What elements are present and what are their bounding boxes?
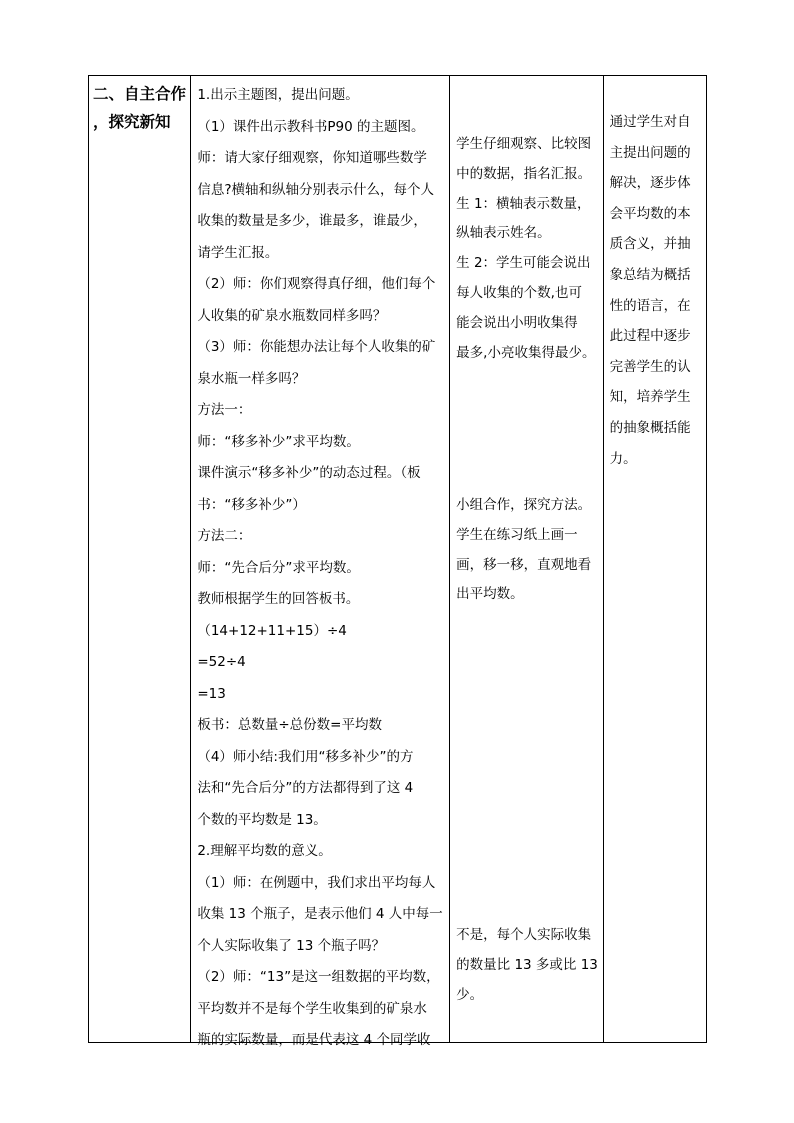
student-activity-cell <box>450 76 603 1043</box>
teacher-activity-line: （2）师：“13”是这一组数据的平均数， <box>197 969 440 985</box>
student-activity-line: 出平均数。 <box>456 586 524 603</box>
teacher-activity-line: 板书：总数量÷总份数=平均数 <box>197 717 382 733</box>
design-intent-line: 完善学生的认 <box>609 358 691 375</box>
design-intent-line: 知，培养学生 <box>609 389 691 406</box>
student-activity-line: 学生仔细观察、比较图 <box>456 136 592 152</box>
student-activity-line: 每人收集的个数,也可 <box>456 284 582 301</box>
design-intent-line: 象总结为概括 <box>609 266 691 283</box>
design-intent-text <box>610 107 704 474</box>
teacher-activity-text <box>197 80 447 1057</box>
design-intent-line: 此过程中逐步 <box>609 328 691 345</box>
teacher-activity-line: 师：“移多补少”求平均数。 <box>197 433 360 450</box>
lesson-plan-table <box>88 75 707 1048</box>
design-intent-line: 力。 <box>609 450 637 467</box>
teacher-activity-line: =52÷4 <box>197 654 246 670</box>
teacher-activity-line: 师：请大家仔细观察，你知道哪些数学 <box>197 150 427 166</box>
teacher-activity-line: 瓶的实际数量，而是代表这 4 个同学收 <box>197 1032 431 1048</box>
stage-title <box>93 80 189 136</box>
student-activity-line: 小组合作，探究方法。 <box>456 497 592 513</box>
teacher-activity-line: 师：“先合后分”求平均数。 <box>197 559 360 576</box>
teacher-activity-line: （14+12+11+15）÷4 <box>197 622 347 639</box>
teacher-activity-line: 人收集的矿泉水瓶数同样多吗？ <box>197 307 387 324</box>
table-row <box>89 76 707 1043</box>
student-activity-line: 纵轴表示姓名。 <box>456 225 551 242</box>
design-intent-cell <box>603 76 706 1043</box>
design-intent-line: 解决，逐步体 <box>609 175 691 192</box>
design-intent-line: 质含义，并抽 <box>609 236 691 253</box>
teacher-activity-line: =13 <box>197 685 226 702</box>
teacher-activity-line: 收集 13 个瓶子，是表示他们 4 人中每一 <box>197 906 443 922</box>
student-activity-line: 生 2：学生可能会说出 <box>456 255 591 272</box>
teacher-activity-line: 泉水瓶一样多吗？ <box>197 370 306 387</box>
teacher-activity-cell <box>191 76 450 1048</box>
student-activity-line: 中的数据，指名汇报。 <box>456 165 592 182</box>
teacher-activity-line: 个数的平均数是 13。 <box>197 811 327 828</box>
teacher-activity-line: 课件演示“移多补少”的动态过程。（板 <box>197 465 421 481</box>
student-activity-line: 学生在练习纸上画一 <box>456 526 578 543</box>
student-activity-group-2 <box>456 491 602 610</box>
teacher-activity-line: （3）师：你能想办法让每个人收集的矿 <box>197 339 436 355</box>
teacher-activity-line: 书：“移多补少”） <box>197 496 306 513</box>
student-activity-group-1 <box>456 130 602 368</box>
teacher-activity-line: 1.出示主题图，提出问题。 <box>197 87 359 103</box>
student-activity-line: 最多,小亮收集得最少。 <box>456 344 596 361</box>
stage-cell <box>89 76 191 1043</box>
teacher-activity-line: 方法二： <box>197 528 252 544</box>
stage-title-line: 二、自主合作 <box>93 85 187 103</box>
student-activity-line: 生 1：横轴表示数量， <box>456 195 591 212</box>
teacher-activity-line: 个人实际收集了 13 个瓶子吗？ <box>197 937 386 954</box>
teacher-activity-line: （1）师：在例题中，我们求出平均每人 <box>197 874 436 891</box>
teacher-activity-line: （4）师小结:我们用“移多补少”的方 <box>197 748 414 765</box>
stage-title-line: ，探究新知 <box>93 113 171 131</box>
teacher-activity-line: 教师根据学生的回答板书。 <box>197 591 360 607</box>
teacher-activity-line: 收集的数量是多少，谁最多，谁最少， <box>197 213 427 229</box>
design-intent-line: 通过学生对自 <box>609 114 691 130</box>
teacher-activity-line: 方法一： <box>197 402 252 418</box>
student-activity-line: 的数量比 13 多或比 13 <box>456 956 598 973</box>
teacher-activity-line: 信息?横轴和纵轴分别表示什么，每个人 <box>197 181 434 198</box>
teacher-activity-line: 法和“先合后分”的方法都得到了这 4 <box>197 780 414 796</box>
design-intent-line: 会平均数的本 <box>609 205 691 222</box>
student-activity-line: 少。 <box>456 986 484 1003</box>
design-intent-line: 性的语言，在 <box>609 297 691 314</box>
student-activity-group-3 <box>456 921 602 1010</box>
teacher-activity-line: （1）课件出示教科书P90 的主题图。 <box>197 118 425 135</box>
design-intent-line: 的抽象概括能 <box>609 419 691 436</box>
teacher-activity-line: 平均数并不是每个学生收集到的矿泉水 <box>197 1000 427 1017</box>
teacher-activity-line: （2）师：你们观察得真仔细，他们每个 <box>197 276 436 292</box>
student-activity-line: 画，移一移，直观地看 <box>456 556 592 573</box>
design-intent-line: 主提出问题的 <box>609 144 691 161</box>
teacher-activity-line: 请学生汇报。 <box>197 244 279 261</box>
teacher-activity-line: 2.理解平均数的意义。 <box>197 843 332 859</box>
student-activity-line: 不是，每个人实际收集 <box>456 927 592 943</box>
student-activity-line: 能会说出小明收集得 <box>456 314 578 331</box>
